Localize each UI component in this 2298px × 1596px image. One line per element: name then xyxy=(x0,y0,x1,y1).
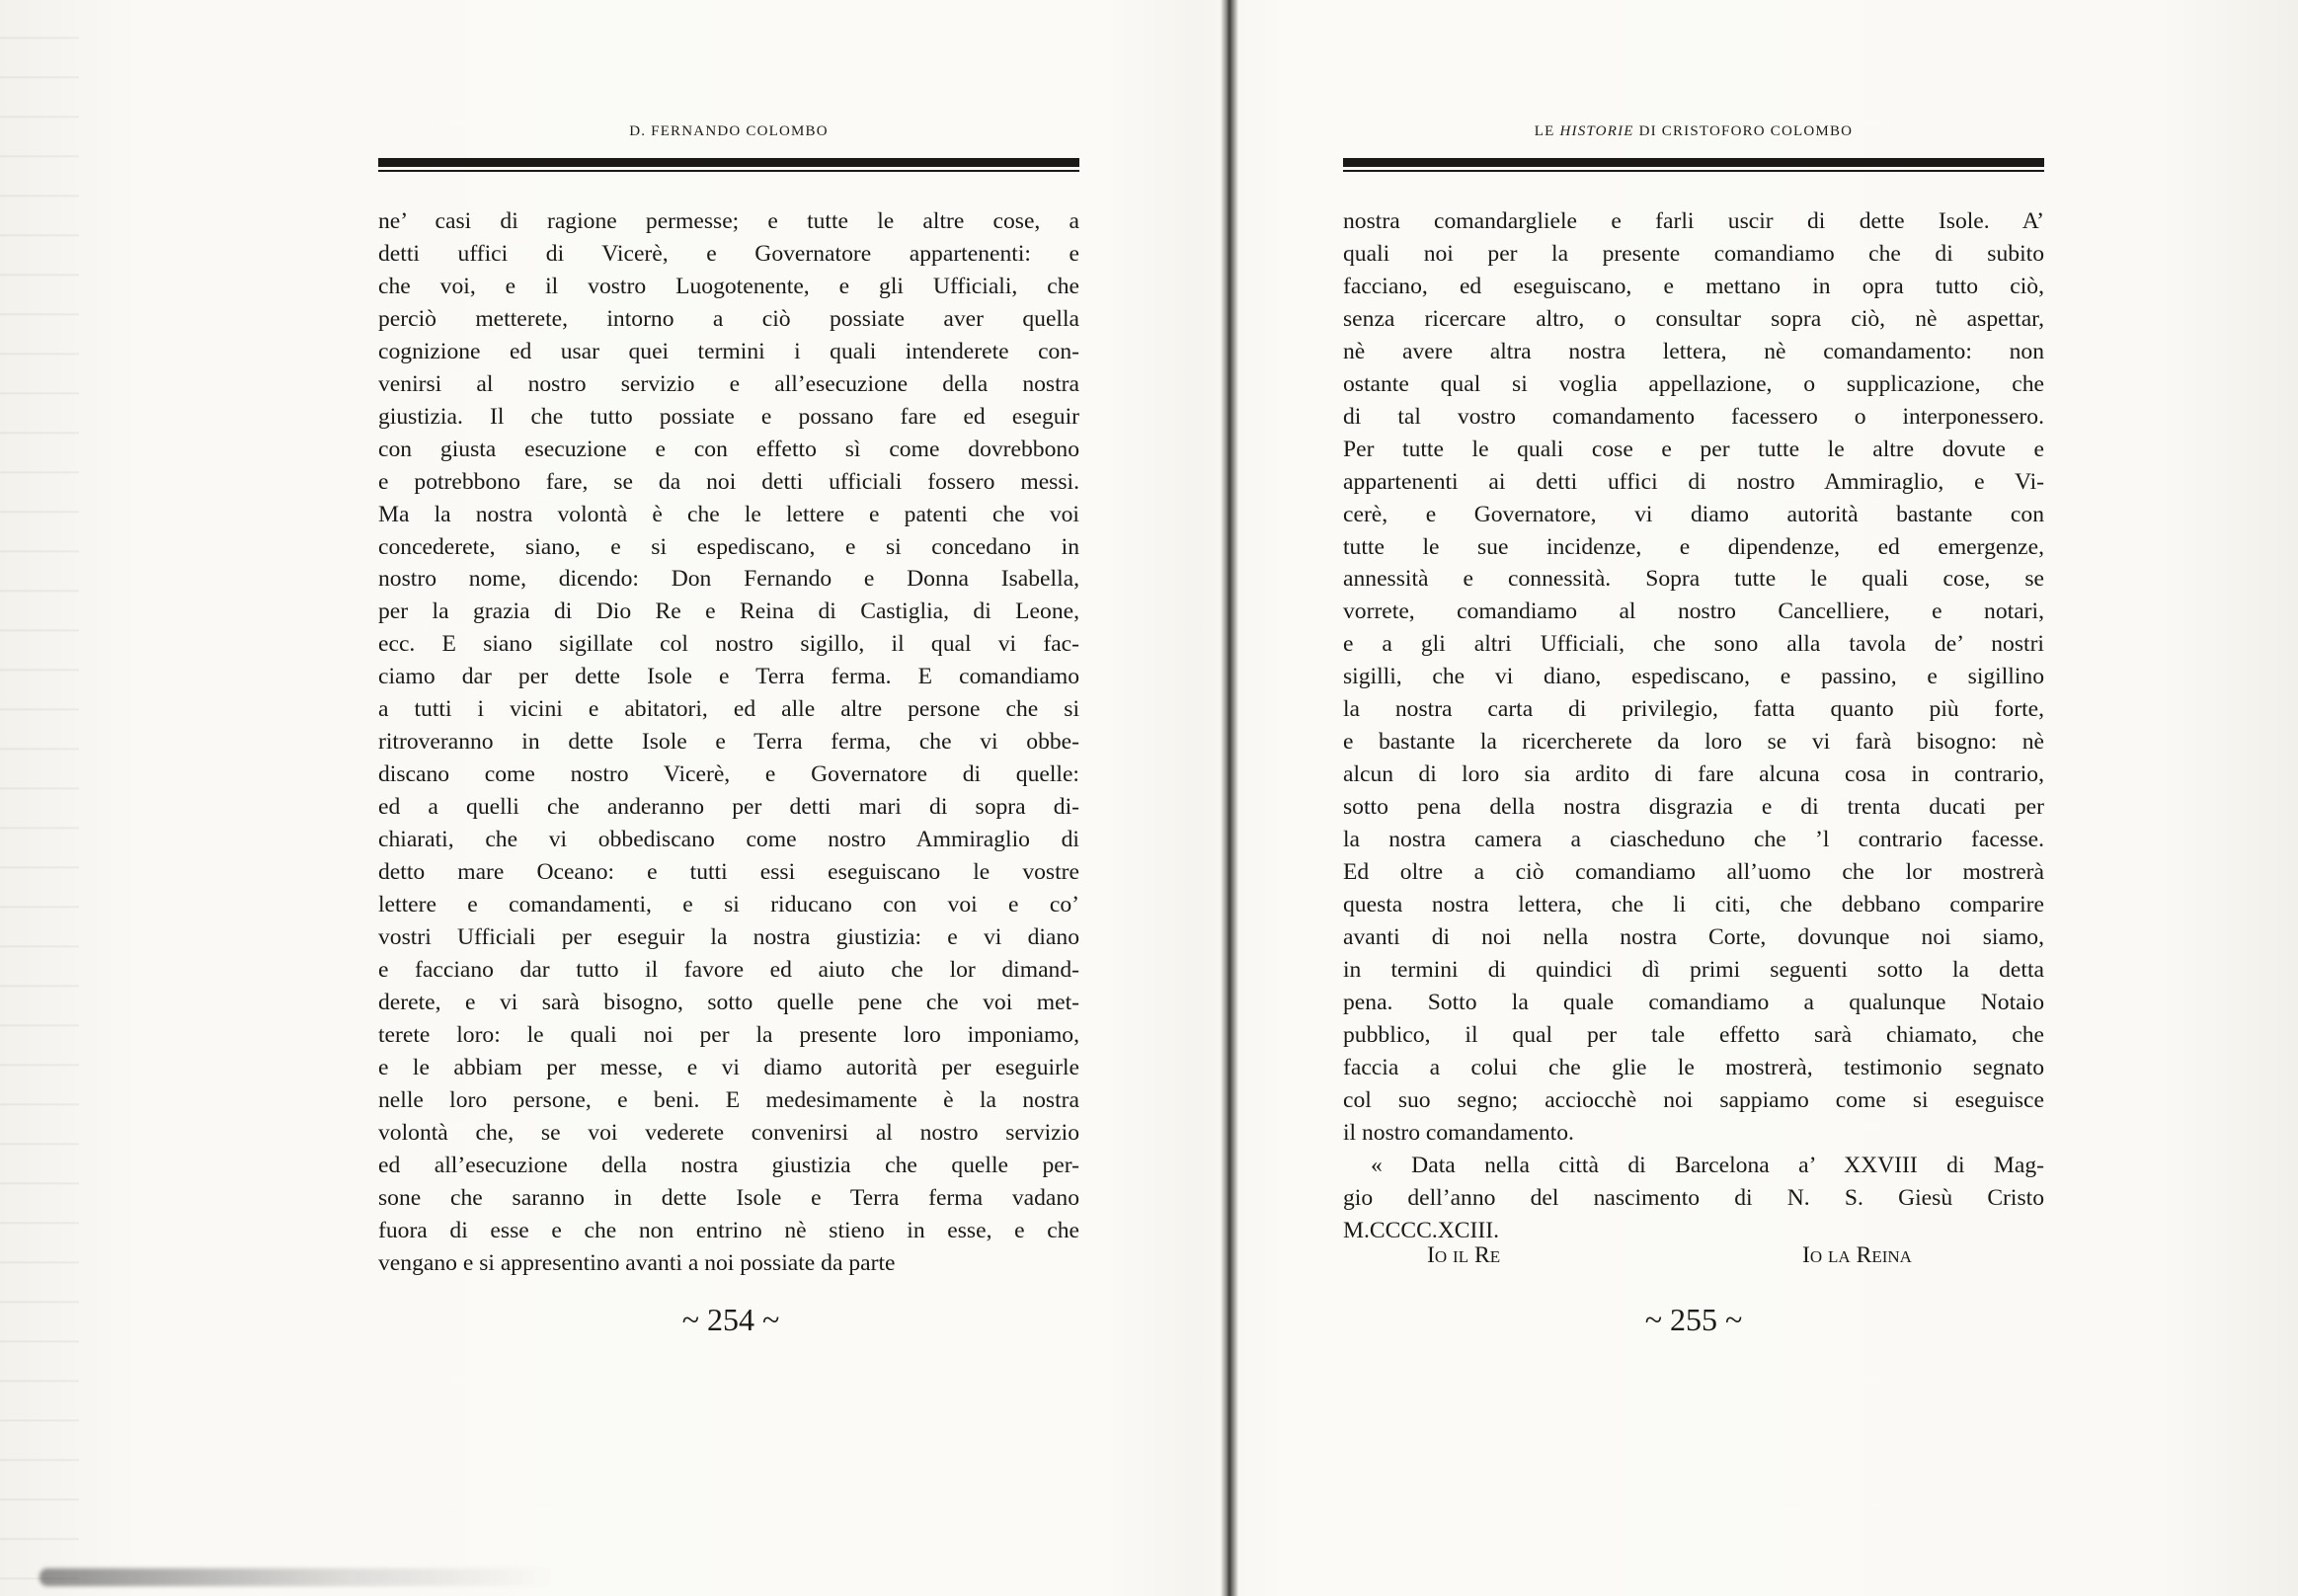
text-line: il nostro comandamento. xyxy=(1343,1119,1574,1146)
text-line: venirsi al nostro servizio e all’esecuzione della nostra xyxy=(378,370,1079,397)
text-line: ed all’esecuzione della nostra giustizia che quelle per- xyxy=(378,1152,1079,1178)
text-line: Ed oltre a ciò comandiamo all’uomo che lor mostrerà xyxy=(1343,859,2044,886)
text-line: cerè, e Governatore, vi diamo autorità bastante con xyxy=(1343,501,2044,527)
scan-smudge xyxy=(40,1568,553,1586)
right-page-number: ~ 255 ~ xyxy=(1644,1302,1743,1337)
right-running-head-prefix: LE xyxy=(1534,123,1560,139)
text-line: per la grazia di Dio Re e Reina di Castiglia, di Leone, xyxy=(378,598,1079,625)
right-header-rule xyxy=(1343,158,2044,167)
text-line: Ma la nostra volontà è che le lettere e patenti che voi xyxy=(378,501,1079,527)
text-line: detto mare Oceano: e tutti essi eseguiscano le vostre xyxy=(378,859,1079,886)
text-line: perciò metterete, intorno a ciò possiate aver quella xyxy=(378,305,1079,332)
text-line: « Data nella città di Barcelona a’ XXVIII di Mag- xyxy=(1371,1152,2044,1178)
text-line: sigilli, che vi diano, espediscano, e passino, e sigillino xyxy=(1343,664,2044,690)
text-line: sotto pena della nostra disgrazia e di trenta ducati per xyxy=(1343,794,2044,821)
text-line: e potrebbono fare, se da noi detti ufficiali fossero messi. xyxy=(378,468,1079,495)
text-line: che voi, e il vostro Luogotenente, e gli Ufficiali, che xyxy=(378,273,1079,299)
text-line: nelle loro persone, e beni. E medesimamente è la nostra xyxy=(378,1086,1079,1113)
signatures xyxy=(1343,1242,2044,1276)
left-body-text xyxy=(378,205,1079,1279)
text-line: ritroveranno in dette Isole e Terra ferma, che vi obbe- xyxy=(378,729,1079,756)
text-line: faccia a colui che glie le mostrerà, testimonio segnato xyxy=(1343,1054,2044,1080)
text-line: avanti di noi nella nostra Corte, dovunque noi siamo, xyxy=(1343,923,2044,950)
text-line: ciamo dar per dette Isole e Terra ferma. E comandiamo xyxy=(378,664,1079,690)
text-line: in termini di quindici dì primi seguenti sotto la detta xyxy=(1343,956,2044,983)
text-line: a tutti i vicini e abitatori, ed alle altre persone che si xyxy=(378,696,1079,723)
text-line: cognizione ed usar quei termini i quali intenderete con- xyxy=(378,338,1079,364)
text-line: giustizia. Il che tutto possiate e possano fare ed eseguir xyxy=(378,403,1079,430)
text-line: pubblico, il qual per tale effetto sarà chiamato, che xyxy=(1343,1021,2044,1048)
text-line: ne’ casi di ragione permesse; e tutte le altre cose, a xyxy=(378,208,1079,234)
text-line: chiarati, che vi obbediscano come nostro Ammiraglio di xyxy=(378,827,1079,853)
text-line: e le abbiam per messe, e vi diamo autorità per eseguirle xyxy=(378,1054,1079,1080)
text-line: con giusta esecuzione e con effetto sì come dovrebbono xyxy=(378,436,1079,462)
text-line: la nostra carta di privilegio, fatta quanto più forte, xyxy=(1343,696,2044,723)
text-line: nostra comandargliele e farli uscir di dette Isole. A’ xyxy=(1343,208,2044,234)
text-line: volontà che, se voi vederete convenirsi al nostro servizio xyxy=(378,1119,1079,1146)
text-line: vostri Ufficiali per eseguir la nostra giustizia: e vi diano xyxy=(378,923,1079,950)
text-line: ed a quelli che anderanno per detti mari di sopra di- xyxy=(378,794,1079,821)
text-line: M.CCCC.XCIII. xyxy=(1343,1217,1499,1243)
signature-queen: Io la Reina xyxy=(1802,1242,1912,1268)
text-line: questa nostra lettera, che li citi, che debbano comparire xyxy=(1343,892,2044,918)
text-line: sone che saranno in dette Isole e Terra ferma vadano xyxy=(378,1184,1079,1211)
text-line: nostro nome, dicendo: Don Fernando e Donna Isabella, xyxy=(378,566,1079,593)
left-header-rule xyxy=(378,158,1079,167)
text-line: derete, e vi sarà bisogno, sotto quelle pene che voi met- xyxy=(378,989,1079,1015)
text-line: vengano e si appresentino avanti a noi possiate da parte xyxy=(378,1249,896,1276)
text-line: e a gli altri Ufficiali, che sono alla tavola de’ nostri xyxy=(1343,631,2044,658)
text-line: appartenenti ai detti uffici di nostro Ammiraglio, e Vi- xyxy=(1343,468,2044,495)
right-running-head-suffix: DI CRISTOFORO COLOMBO xyxy=(1633,123,1854,139)
text-line: ostante qual si voglia appellazione, o supplicazione, che xyxy=(1343,370,2044,397)
text-line: gio dell’anno del nascimento di N. S. Giesù Cristo xyxy=(1343,1184,2044,1211)
text-line: concederete, siano, e si espediscano, e si concedano in xyxy=(378,533,1079,560)
text-line: di tal vostro comandamento facessero o interponessero. xyxy=(1343,403,2044,430)
text-line: quali noi per la presente comandiamo che di subito xyxy=(1343,240,2044,267)
text-line: e bastante la ricercherete da loro se vi farà bisogno: nè xyxy=(1343,729,2044,756)
text-line: facciano, ed eseguiscano, e mettano in opra tutto ciò, xyxy=(1343,273,2044,299)
left-running-head: D. FERNANDO COLOMBO xyxy=(629,123,829,139)
text-line: alcun di loro sia ardito di fare alcuna cosa in contrario, xyxy=(1343,761,2044,788)
text-line: col suo segno; acciocchè noi sappiamo come si eseguisce xyxy=(1343,1086,2044,1113)
text-line: nè avere altra nostra lettera, nè comandamento: non xyxy=(1343,338,2044,364)
signature-king: Io il Re xyxy=(1427,1242,1501,1268)
text-line: la nostra camera a ciascheduno che ’l contrario facesse. xyxy=(1343,827,2044,853)
left-page-number: ~ 254 ~ xyxy=(681,1302,780,1337)
right-running-head-italic: HISTORIE xyxy=(1559,123,1634,139)
right-running-head xyxy=(1343,123,2044,140)
right-page xyxy=(1234,0,2298,1596)
text-line: Per tutte le quali cose e per tutte le altre dovute e xyxy=(1343,436,2044,462)
text-line: tutte le sue incidenze, e dipendenze, ed emergenze, xyxy=(1343,533,2044,560)
text-line: pena. Sotto la quale comandiamo a qualunque Notaio xyxy=(1343,989,2044,1015)
text-line: lettere e comandamenti, e si riducano con voi e co’ xyxy=(378,892,1079,918)
text-line: e facciano dar tutto il favore ed aiuto che lor dimand- xyxy=(378,956,1079,983)
text-line: annessità e connessità. Sopra tutte le quali cose, se xyxy=(1343,566,2044,593)
text-line: discano come nostro Vicerè, e Governatore di quelle: xyxy=(378,761,1079,788)
text-line: detti uffici di Vicerè, e Governatore appartenenti: e xyxy=(378,240,1079,267)
text-line: vorrete, comandiamo al nostro Cancelliere, e notari, xyxy=(1343,598,2044,625)
text-line: senza ricercare altro, o consultar sopra ciò, nè aspettar, xyxy=(1343,305,2044,332)
text-line: ecc. E siano sigillate col nostro sigillo, il qual vi fac- xyxy=(378,631,1079,658)
text-line: terete loro: le quali noi per la presente loro imponiamo, xyxy=(378,1021,1079,1048)
right-body-text xyxy=(1343,205,2044,1247)
text-line: fuora di esse e che non entrino nè stieno in esse, e che xyxy=(378,1217,1079,1243)
